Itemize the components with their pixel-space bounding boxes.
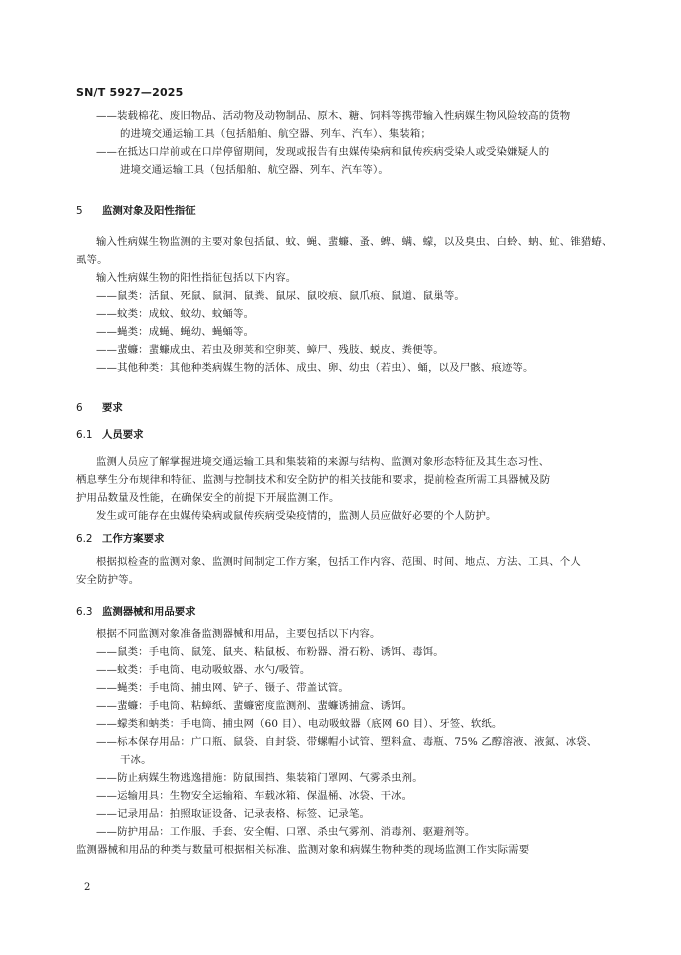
intro-item-2-line-2: 进境交通运输工具（包括船舶、航空器、列车、汽车等）。	[120, 164, 389, 176]
section-5-para-1-line-2: 虱等。	[76, 254, 108, 266]
list-item: ——蝇类：成蝇、蝇幼、蝇蛹等。	[96, 326, 255, 338]
list-item: ——蜚蠊：蜚蠊成虫、若虫及卵荚和空卵荚、蟑尸、残肢、蜕皮、粪便等。	[96, 344, 444, 356]
section-6-3-title: 监测器械和用品要求	[102, 606, 196, 618]
section-6-1-para-2: 发生或可能存在虫媒传染病或鼠传疾病受染疫情的，监测人员应做好必要的个人防护。	[96, 510, 497, 522]
section-6-1-number: 6.1	[76, 429, 93, 441]
list-item: ——防止病媒生物逃逸措施：防鼠围挡、集装箱门罩网、气雾杀虫剂。	[96, 772, 423, 784]
list-item: ——记录用品：拍照取证设备、记录表格、标签、记录笔。	[96, 808, 371, 820]
section-6-title: 要求	[102, 402, 123, 414]
section-6-3-number: 6.3	[76, 606, 93, 618]
intro-item-1-line-1: ——装载棉花、废旧物品、活动物及动物制品、原木、糖、饲料等携带输入性病媒生物风险较高的货物	[96, 110, 571, 122]
section-5-heading	[76, 202, 196, 217]
section-5-number: 5	[76, 205, 83, 217]
section-6-2-para-line-2: 安全防护等。	[76, 574, 140, 586]
list-item: ——蚊类：成蚊、蚊幼、蚊蛹等。	[96, 308, 255, 320]
section-6-number: 6	[76, 402, 83, 414]
section-6-2-para-line-1: 根据拟检查的监测对象、监测时间制定工作方案，包括工作内容、范围、时间、地点、方法、工具、个人	[96, 556, 581, 568]
section-6-1-para-1-line-2: 栖息孳生分布规律和特征、监测与控制技术和安全防护的相关技能和要求，提前检查所需工具器械及防	[76, 474, 551, 486]
section-6-3-final-line: 监测器械和用品的种类与数量可根据相关标准、监测对象和病媒生物种类的现场监测工作实际需要	[76, 844, 530, 856]
section-6-heading	[76, 399, 123, 414]
section-6-1-title: 人员要求	[102, 429, 144, 441]
list-item: ——蠓类和蚋类：手电筒、捕虫网（60 目）、电动吸蚊器（底网 60 目）、牙签、软纸。	[96, 718, 503, 730]
intro-item-1-line-2: 的进境交通运输工具（包括船舶、航空器、列车、汽车）、集装箱；	[120, 128, 432, 140]
section-6-1-para-1-line-3: 护用品数量及性能，在确保安全的前提下开展监测工作。	[76, 492, 340, 504]
section-6-2-number: 6.2	[76, 533, 93, 545]
list-item: ——标本保存用品：广口瓶、鼠袋、自封袋、带螺帽小试管、塑料盒、毒瓶、75% 乙醇溶液、液氮、冰袋、	[96, 736, 598, 748]
list-item: ——蜚蠊：手电筒、粘蟑纸、蜚蠊密度监测剂、蜚蠊诱捕盒、诱饵。	[96, 700, 413, 712]
document-code-header: SN/T 5927—2025	[76, 86, 184, 99]
section-6-3-heading	[76, 603, 196, 618]
section-5-title: 监测对象及阳性指征	[102, 205, 196, 217]
list-item-continuation: 干冰。	[120, 754, 152, 766]
section-6-2-title: 工作方案要求	[102, 533, 165, 545]
section-6-1-heading	[76, 426, 144, 441]
list-item: ——其他种类：其他种类病媒生物的活体、成虫、卵、幼虫（若虫）、蛹，以及尸骸、痕迹等。	[96, 362, 534, 374]
section-6-3-intro: 根据不同监测对象准备监测器械和用品，主要包括以下内容。	[96, 628, 381, 640]
list-item: ——鼠类：活鼠、死鼠、鼠洞、鼠粪、鼠尿、鼠咬痕、鼠爪痕、鼠道、鼠巢等。	[96, 290, 465, 302]
list-item: ——鼠类：手电筒、鼠笼、鼠夹、粘鼠板、布粉器、滑石粉、诱饵、毒饵。	[96, 646, 444, 658]
section-5-para-1-line-1: 输入性病媒生物监测的主要对象包括鼠、蚊、蝇、蜚蠊、蚤、蜱、螨、蠓，以及臭虫、白蛉、蚋、虻、锥猎蝽、	[96, 236, 613, 248]
list-item: ——运输用具：生物安全运输箱、车载冰箱、保温桶、冰袋、干冰。	[96, 790, 413, 802]
page-number: 2	[84, 882, 91, 893]
section-6-1-para-1-line-1: 监测人员应了解掌握进境交通运输工具和集装箱的来源与结构、监测对象形态特征及其生态习性、	[96, 456, 550, 468]
list-item: ——蝇类：手电筒、捕虫网、铲子、镊子、带盖试管。	[96, 682, 349, 694]
list-item: ——蚊类：手电筒、电动吸蚊器、水勺/吸管。	[96, 664, 311, 676]
intro-item-2-line-1: ——在抵达口岸前或在口岸停留期间，发现或报告有虫媒传染病和鼠传疾病受染人或受染嫌疑人的	[96, 146, 550, 158]
section-6-2-heading	[76, 530, 164, 545]
list-item: ——防护用品：工作服、手套、安全帽、口罩、杀虫气雾剂、消毒剂、驱避剂等。	[96, 826, 476, 838]
section-5-para-2: 输入性病媒生物的阳性指征包括以下内容。	[96, 272, 297, 284]
